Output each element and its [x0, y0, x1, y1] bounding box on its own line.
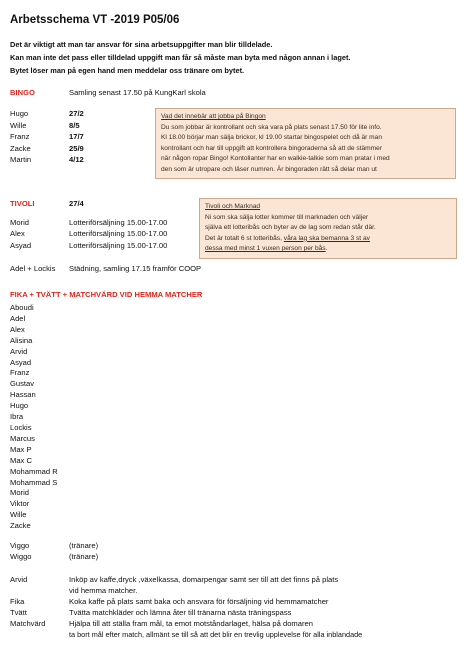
bingo-info-box — [155, 108, 456, 179]
list-item: Aboudi — [10, 303, 34, 312]
bingo-info: Samling senast 17.50 på KungKarl skola — [69, 88, 206, 97]
task-name: Fika — [10, 597, 25, 606]
list-item: Alisina — [10, 335, 33, 345]
tivoli-heading: TIVOLI — [10, 199, 35, 208]
task-description: Koka kaffe på plats samt baka och ansvara för försäljning vid hemmamatcher — [69, 597, 329, 606]
task-description: ta bort mål efter match, allmänt se till så att det blir en trevlig upplevelse för alla inblandade — [69, 630, 363, 639]
coach-name: Wiggo — [10, 552, 32, 561]
bingo-note-line: Du som jobbar är kontrollant och ska vara på plats senast 17.50 för lite info. — [161, 123, 382, 131]
intro-line-2: Kan man inte det pass eller tilldelad uppgift man får så måste man byta med någon annan i laget. — [10, 53, 351, 62]
bingo-row-date: 8/5 — [69, 121, 80, 130]
task-name: Tvätt — [10, 608, 27, 617]
list-item: Franz — [10, 368, 30, 378]
list-item: Mohammad R — [10, 466, 58, 476]
tivoli-info-box — [199, 198, 457, 259]
list-item: Ibra — [10, 412, 24, 422]
bingo-row-name: Zacke — [10, 144, 31, 153]
tivoli-date: 27/4 — [69, 199, 84, 208]
list-item: Gustav — [10, 379, 35, 389]
bingo-row-date: 4/12 — [69, 155, 84, 164]
task-description: Tvätta matchkläder och lämna åter till tränarna nästa träningspass — [69, 608, 292, 617]
list-item: Arvid — [10, 346, 28, 356]
list-item: Asyad — [10, 357, 32, 367]
coach-role: (tränare) — [69, 552, 99, 561]
bingo-note-line: kontrollant och har till uppgift att kontrollera bingoraderna så att de stämmer — [161, 144, 383, 152]
tivoli-row-task: Lotteriförsäljning 15.00-17.00 — [69, 218, 168, 227]
bingo-row-name: Martin — [10, 155, 32, 164]
intro-line-1: Det är viktigt att man tar ansvar för sina arbetsuppgifter man blir tilldelade. — [10, 40, 273, 49]
fika-heading: FIKA + TVÄTT + MATCHVÄRD VID HEMMA MATCHER — [10, 290, 203, 299]
list-item: Max P — [10, 444, 32, 454]
list-item: Hassan — [10, 390, 36, 400]
list-item: Max C — [10, 455, 32, 465]
tivoli-row-task: Lotteriförsäljning 15.00-17.00 — [69, 241, 168, 250]
coach-name: Viggo — [10, 541, 30, 550]
tivoli-cleanup-task: Städning, samling 17.15 framför COOP — [69, 264, 202, 273]
bingo-heading: BINGO — [10, 88, 35, 97]
fika-name-list — [10, 303, 58, 532]
bingo-row-date: 27/2 — [69, 109, 84, 118]
coach-role: (tränare) — [69, 541, 99, 550]
tivoli-row-task: Lotteriförsäljning 15.00-17.00 — [69, 229, 168, 238]
tivoli-note-line: Det är totalt 6 st lotteribås, våra lag ska bemanna 3 st av — [205, 234, 370, 242]
tivoli-row-name: Alex — [10, 229, 25, 238]
tivoli-note-title: Tivoli och Marknad — [205, 203, 261, 210]
task-name: Arvid — [10, 575, 28, 584]
list-item: Hugo — [10, 401, 29, 411]
bingo-row-date: 17/7 — [69, 132, 84, 141]
tivoli-cleanup-name: Adel + Lockis — [10, 264, 56, 273]
intro-line-3: Bytet löser man på egen hand men meddelar oss tränare om bytet. — [10, 66, 245, 75]
bingo-row-date: 25/9 — [69, 144, 84, 153]
tivoli-note-line: dessa med minst 1 vuxen person per bås. — [205, 245, 328, 253]
list-item: Zacke — [10, 521, 31, 531]
bingo-note-line: den som är utropare och läser numren. Är bingoraden rätt så delar man ut — [161, 165, 377, 173]
tivoli-note-line: själva ett lotteribås och byter av de lag som redan står där. — [205, 224, 376, 232]
tivoli-note-line: Ni som ska sälja lotter kommer till marknaden och väljer — [205, 213, 369, 221]
bingo-note-line: Kl 18.00 börjar man sälja brickor, kl 19.00 startar bingospelet och då är man — [161, 134, 383, 142]
bingo-row-name: Hugo — [10, 109, 29, 118]
tivoli-row-name: Morid — [10, 218, 29, 227]
list-item: Alex — [10, 324, 25, 334]
list-item: Marcus — [10, 433, 35, 443]
list-item: Adel — [10, 313, 26, 323]
bingo-note-title: Vad det innebär att jobba på Bingon — [161, 113, 266, 120]
list-item: Viktor — [10, 499, 30, 509]
list-item: Morid — [10, 488, 29, 498]
list-item: Mohammad S — [10, 477, 58, 487]
list-item: Wille — [10, 510, 27, 520]
task-description: vid hemma matcher. — [69, 586, 138, 595]
document-title: Arbetsschema VT -2019 P05/06 — [10, 14, 180, 26]
task-description: Inköp av kaffe,dryck ,växelkassa, domarpengar samt ser till att det finns på plats — [69, 575, 339, 584]
bingo-row-name: Wille — [10, 121, 27, 130]
bingo-row-name: Franz — [10, 132, 30, 141]
task-description: Hjälpa till att ställa fram mål, ta emot motståndarlaget, hälsa på domaren — [69, 619, 313, 628]
tivoli-row-name: Asyad — [10, 241, 32, 250]
list-item: Lockis — [10, 422, 32, 432]
bingo-note-line: när någon ropar Bingo! Kontollanter har en walkie-talkie som man pratar i med — [161, 155, 390, 163]
task-name: Matchvärd — [10, 619, 46, 628]
